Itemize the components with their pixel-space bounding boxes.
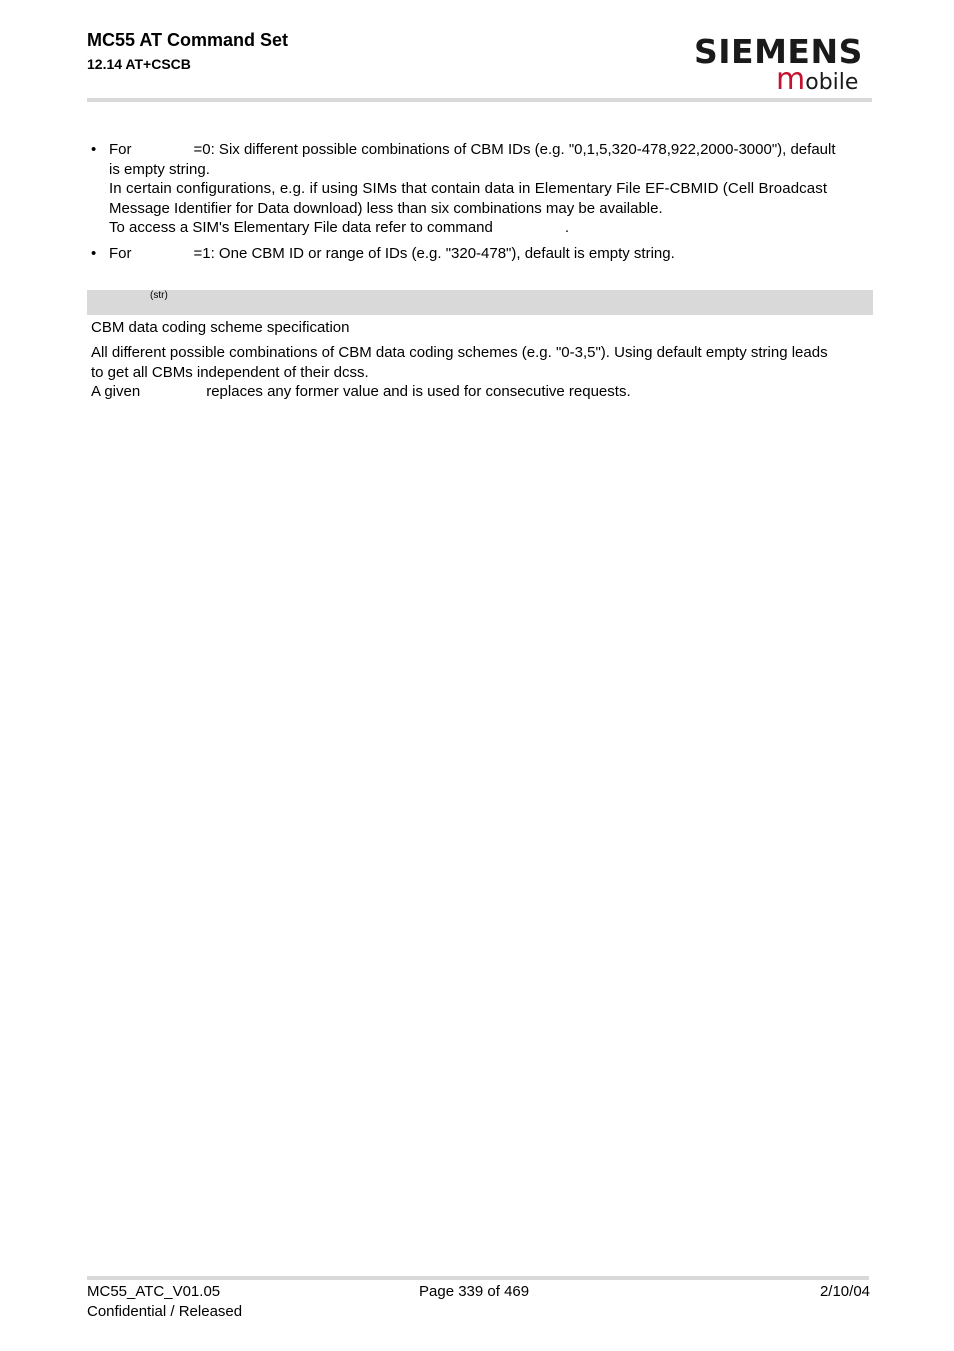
text-line: to get all CBMs independent of their dcss.	[91, 363, 369, 381]
siemens-mobile-logo	[694, 32, 874, 98]
list-item	[87, 244, 872, 264]
text-line: For =1: One CBM ID or range of IDs (e.g. "320-478"), default is empty string.	[109, 244, 675, 262]
text-line: To access a SIM's Elementary File data refer to command .	[109, 219, 570, 236]
footer-left	[87, 1282, 242, 1322]
footer-divider	[87, 1276, 869, 1280]
document-title: MC55 AT Command Set	[87, 30, 289, 50]
logo-sub-text: mobile	[776, 62, 859, 97]
page-number: Page 339 of 469	[419, 1283, 530, 1300]
list-item	[87, 140, 872, 238]
text-line: All different possible combinations of CBM data coding schemes (e.g. "0-3,5"). Using default empty string leads	[91, 344, 828, 361]
text-line: is empty string.	[109, 160, 210, 178]
parameter-short-description: CBM data coding scheme specification	[91, 319, 350, 336]
text-line: In certain configurations, e.g. if using SIMs that contain data in Elementary File EF-CBMID (Cell Broadcast	[109, 180, 828, 197]
document-status: Confidential / Released	[87, 1303, 243, 1320]
bullet-list	[87, 140, 872, 269]
header-divider	[87, 98, 872, 102]
text-line: A given replaces any former value and is used for consecutive requests.	[91, 383, 631, 400]
document-date: 2/10/04	[819, 1283, 870, 1300]
text-line: For =0: Six different possible combinations of CBM IDs (e.g. "0,1,5,320-478,922,2000-3000"), default	[109, 141, 836, 158]
document-id: MC55_ATC_V01.05	[87, 1283, 221, 1300]
parameter-header-bar	[87, 290, 873, 315]
text-line: Message Identifier for Data download) less than six combinations may be available.	[109, 199, 663, 217]
bullet-icon: •	[91, 244, 97, 262]
parameter-description	[91, 343, 871, 402]
logo-brand-text: SIEMENS	[694, 32, 863, 71]
bullet-icon: •	[91, 141, 97, 158]
section-heading: 12.14 AT+CSCB	[87, 56, 191, 72]
parameter-type: (str)	[150, 290, 168, 301]
